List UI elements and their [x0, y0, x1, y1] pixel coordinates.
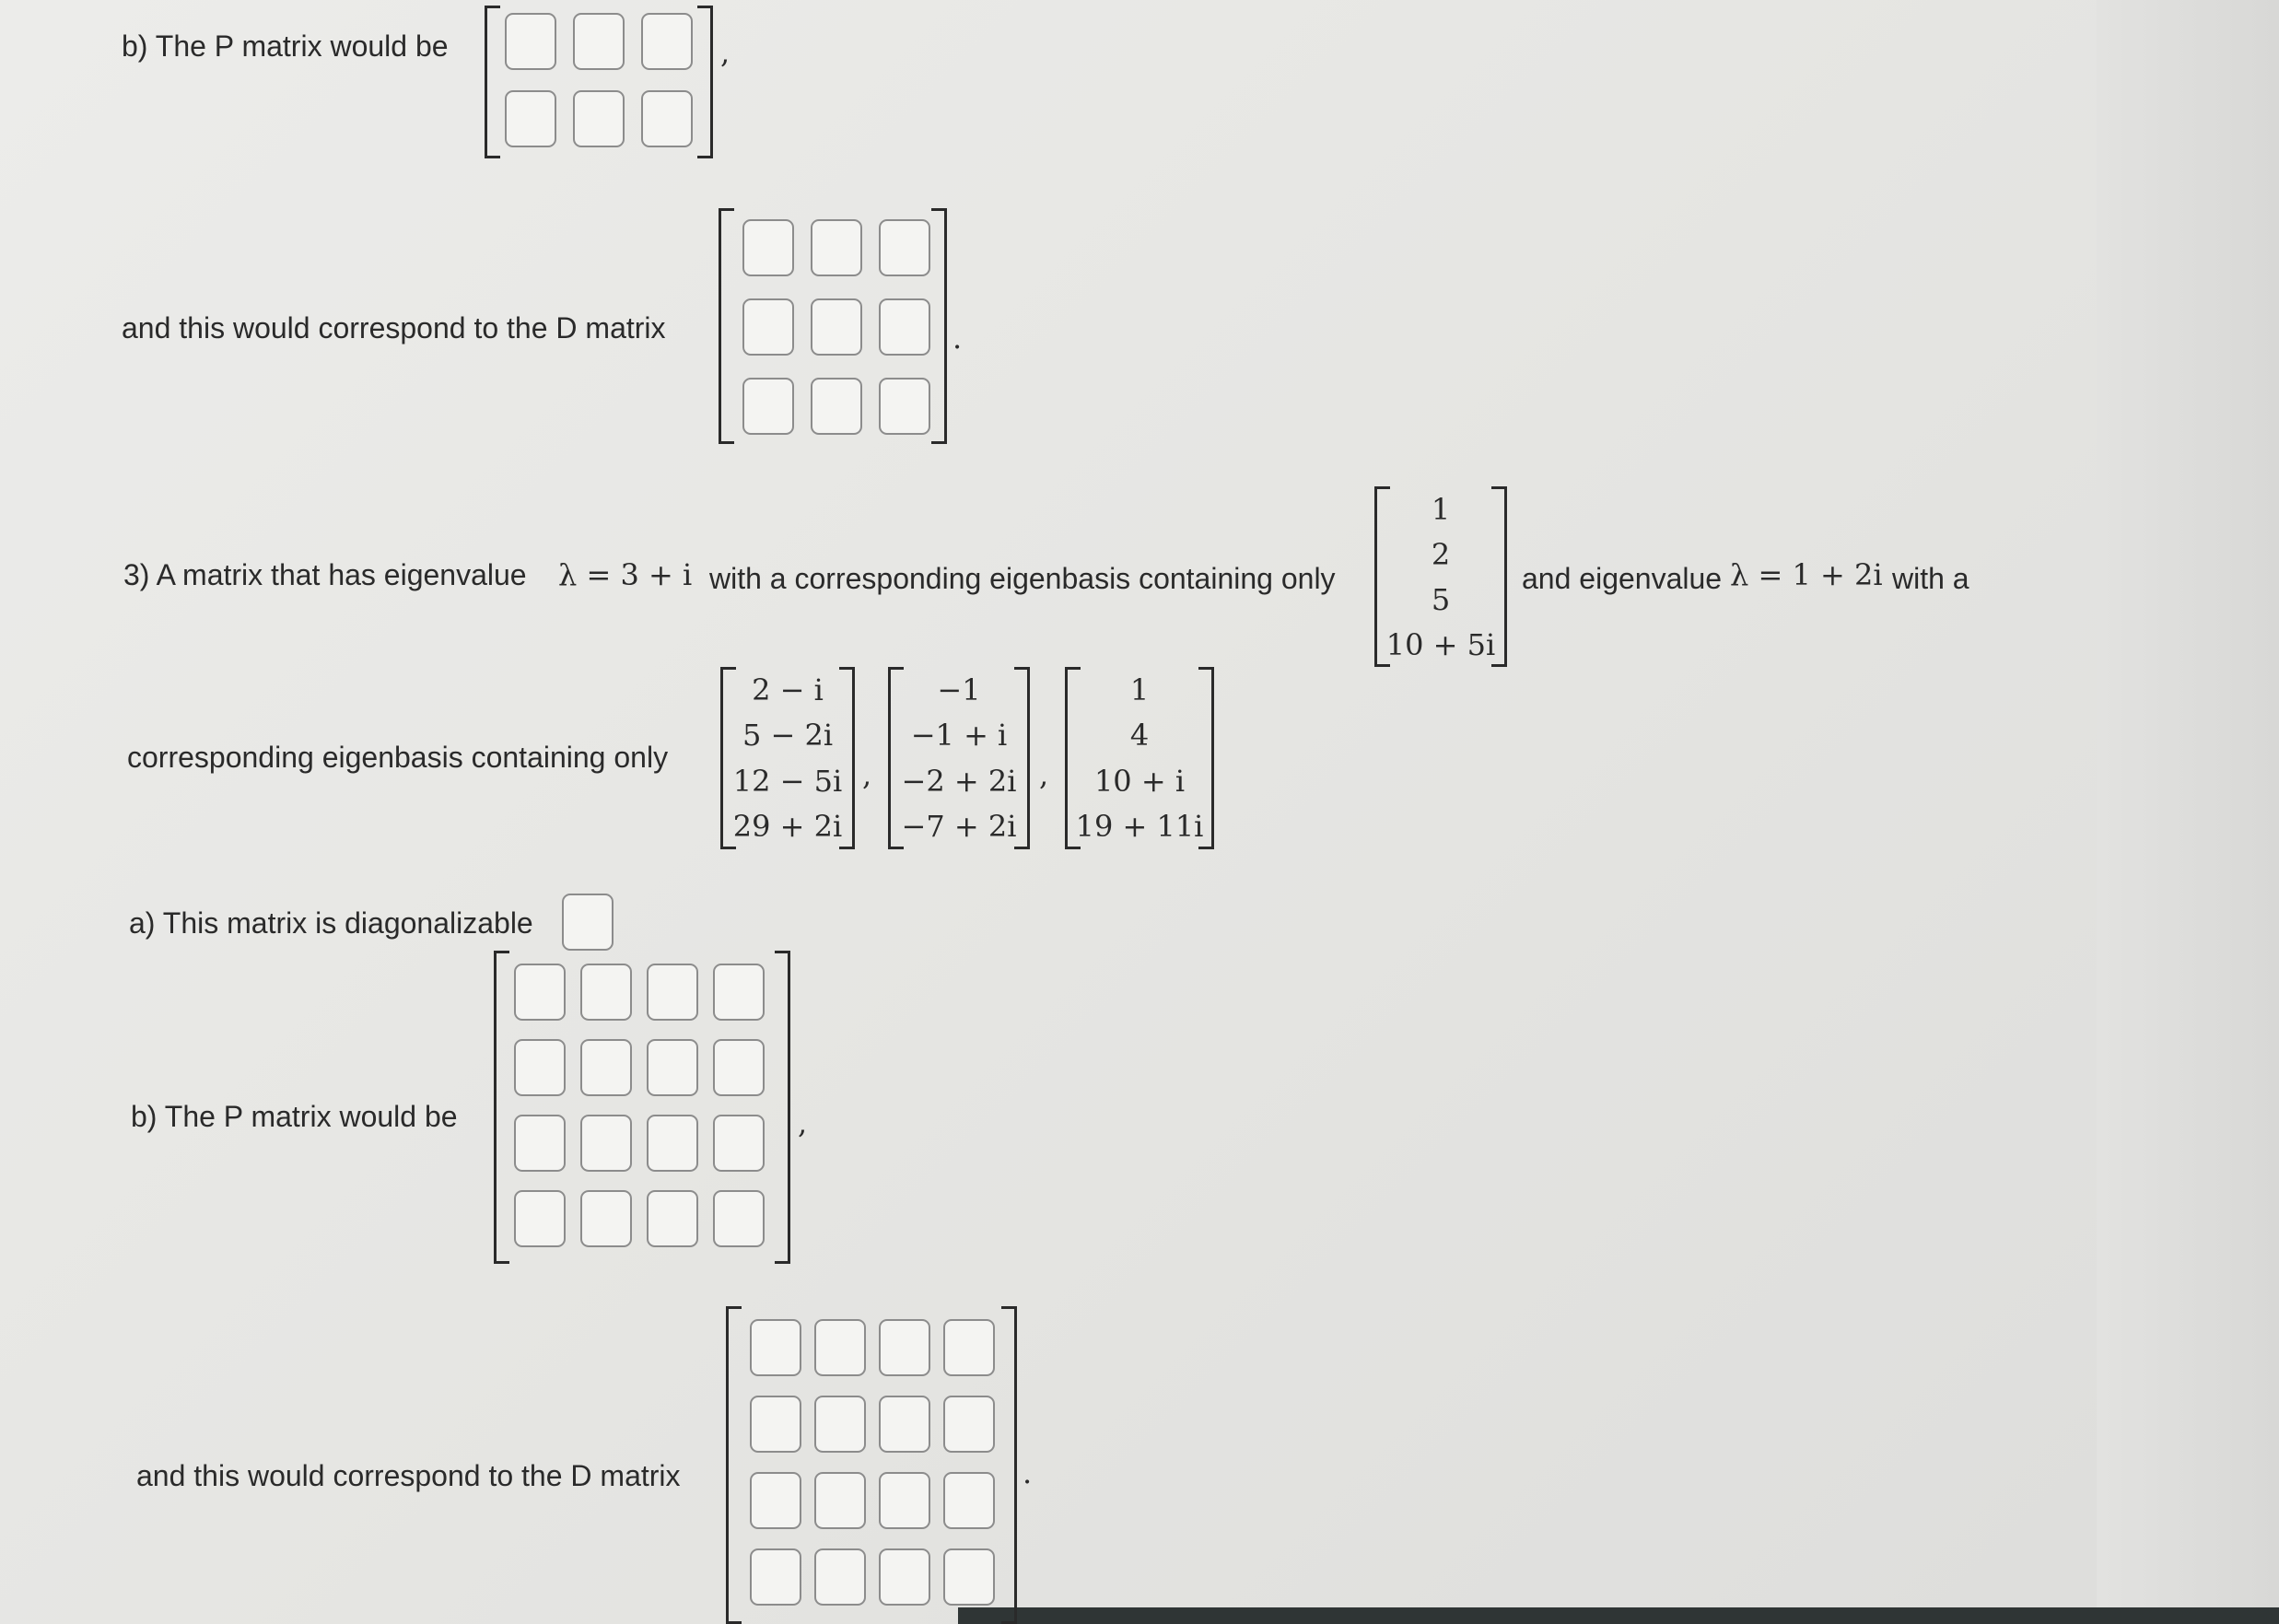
matrix-entry-input[interactable]	[811, 298, 862, 356]
eigenvector-2b-entry: −1	[937, 672, 981, 707]
matrix-entry-input[interactable]	[580, 964, 632, 1021]
matrix-entry-input[interactable]	[879, 1396, 930, 1453]
matrix-entry-input[interactable]	[514, 1115, 566, 1172]
eigenvector-1-entry: 10 + 5i	[1385, 626, 1496, 662]
matrix-entry-input[interactable]	[750, 1396, 801, 1453]
matrix-entry-input[interactable]	[514, 1039, 566, 1096]
d-matrix-4x4	[726, 1306, 1017, 1624]
matrix-entry-input[interactable]	[647, 1115, 698, 1172]
matrix-entry-input[interactable]	[879, 219, 930, 276]
matrix-entry-input[interactable]	[641, 13, 693, 70]
problem3-text-start: 3) A matrix that has eigenvalue	[123, 558, 527, 591]
problem3-line2: corresponding eigenbasis containing only	[127, 741, 669, 774]
matrix-entry-input[interactable]	[943, 1472, 995, 1529]
matrix-entry-input[interactable]	[647, 1190, 698, 1247]
matrix-entry-input[interactable]	[580, 1039, 632, 1096]
matrix-entry-input[interactable]	[505, 13, 556, 70]
p-matrix-comma-2: ,	[798, 1105, 808, 1140]
screen-bezel	[958, 1607, 2279, 1624]
matrix-entry-input[interactable]	[713, 964, 765, 1021]
matrix-entry-input[interactable]	[750, 1319, 801, 1376]
matrix-entry-input[interactable]	[943, 1319, 995, 1376]
diagonalizable-label: a) This matrix is diagonalizable	[129, 906, 533, 940]
matrix-entry-input[interactable]	[879, 298, 930, 356]
eigenvector-1-entry: 5	[1431, 581, 1451, 617]
matrix-entry-input[interactable]	[580, 1115, 632, 1172]
matrix-entry-input[interactable]	[580, 1190, 632, 1247]
diagonalizable-answer-box[interactable]	[562, 894, 614, 951]
eigenvector-1	[1374, 486, 1507, 667]
eigenvector-2c	[1065, 667, 1214, 849]
matrix-entry-input[interactable]	[879, 1472, 930, 1529]
matrix-entry-input[interactable]	[647, 1039, 698, 1096]
matrix-entry-input[interactable]	[505, 90, 556, 147]
d-matrix-period-2: .	[1023, 1455, 1033, 1490]
matrix-entry-input[interactable]	[647, 964, 698, 1021]
eigenvector-2a-entry: 12 − 5i	[732, 763, 843, 799]
eigenvalue-2: λ = 1 + 2i	[1730, 557, 1883, 592]
matrix-entry-input[interactable]	[742, 298, 794, 356]
matrix-entry-input[interactable]	[713, 1039, 765, 1096]
problem3-text-after: and eigenvalue	[1522, 562, 1723, 595]
matrix-entry-input[interactable]	[811, 378, 862, 435]
p-matrix-comma: ,	[720, 35, 730, 70]
eigenvalue-1: λ = 3 + i	[558, 557, 693, 592]
eigenvector-2a-entry: 29 + 2i	[732, 809, 843, 845]
p-matrix-2x3	[485, 6, 713, 158]
matrix-entry-input[interactable]	[943, 1548, 995, 1606]
matrix-entry-input[interactable]	[750, 1472, 801, 1529]
eigenvector-2a-entry: 5 − 2i	[742, 718, 834, 754]
matrix-entry-input[interactable]	[514, 964, 566, 1021]
background-strip	[2097, 0, 2279, 1624]
matrix-entry-input[interactable]	[814, 1396, 866, 1453]
matrix-entry-input[interactable]	[742, 219, 794, 276]
eigenvector-1-entry: 2	[1431, 536, 1451, 572]
matrix-entry-input[interactable]	[814, 1472, 866, 1529]
eigenvector-2b-entry: −1 + i	[910, 718, 1008, 754]
eigenvector-2c-entry: 19 + 11i	[1075, 809, 1204, 845]
vector-separator-2: ,	[1039, 757, 1049, 792]
p-matrix-label: b) The P matrix would be	[122, 29, 449, 63]
matrix-entry-input[interactable]	[750, 1548, 801, 1606]
matrix-entry-input[interactable]	[814, 1548, 866, 1606]
eigenvector-2a-entry: 2 − i	[752, 672, 824, 707]
matrix-entry-input[interactable]	[713, 1190, 765, 1247]
matrix-entry-input[interactable]	[514, 1190, 566, 1247]
matrix-entry-input[interactable]	[742, 378, 794, 435]
matrix-entry-input[interactable]	[879, 1548, 930, 1606]
d-matrix-3x3	[719, 208, 947, 444]
eigenvector-2b-entry: −2 + 2i	[901, 763, 1017, 799]
vector-separator-1: ,	[862, 757, 872, 792]
d-matrix-label: and this would correspond to the D matrix	[122, 311, 666, 345]
eigenvector-2b	[888, 667, 1030, 849]
eigenvector-1-entry: 1	[1431, 491, 1451, 527]
p-matrix-4x4	[494, 951, 790, 1264]
matrix-entry-input[interactable]	[573, 13, 625, 70]
matrix-entry-input[interactable]	[713, 1115, 765, 1172]
matrix-entry-input[interactable]	[814, 1319, 866, 1376]
d-matrix-period: .	[953, 321, 963, 356]
matrix-entry-input[interactable]	[879, 1319, 930, 1376]
eigenvector-2c-entry: 1	[1129, 672, 1150, 707]
problem3-text-end: with a	[1892, 562, 1969, 595]
p-matrix-label-2: b) The P matrix would be	[131, 1100, 458, 1133]
matrix-entry-input[interactable]	[943, 1396, 995, 1453]
eigenvector-2a	[720, 667, 855, 849]
eigenvector-2b-entry: −7 + 2i	[901, 809, 1017, 845]
problem3-text-mid: with a corresponding eigenbasis containing only	[709, 562, 1336, 595]
eigenvector-2c-entry: 4	[1129, 718, 1150, 754]
eigenvector-2c-entry: 10 + i	[1093, 763, 1186, 799]
matrix-entry-input[interactable]	[879, 378, 930, 435]
d-matrix-label-2: and this would correspond to the D matrix	[136, 1459, 681, 1492]
matrix-entry-input[interactable]	[641, 90, 693, 147]
matrix-entry-input[interactable]	[811, 219, 862, 276]
matrix-entry-input[interactable]	[573, 90, 625, 147]
